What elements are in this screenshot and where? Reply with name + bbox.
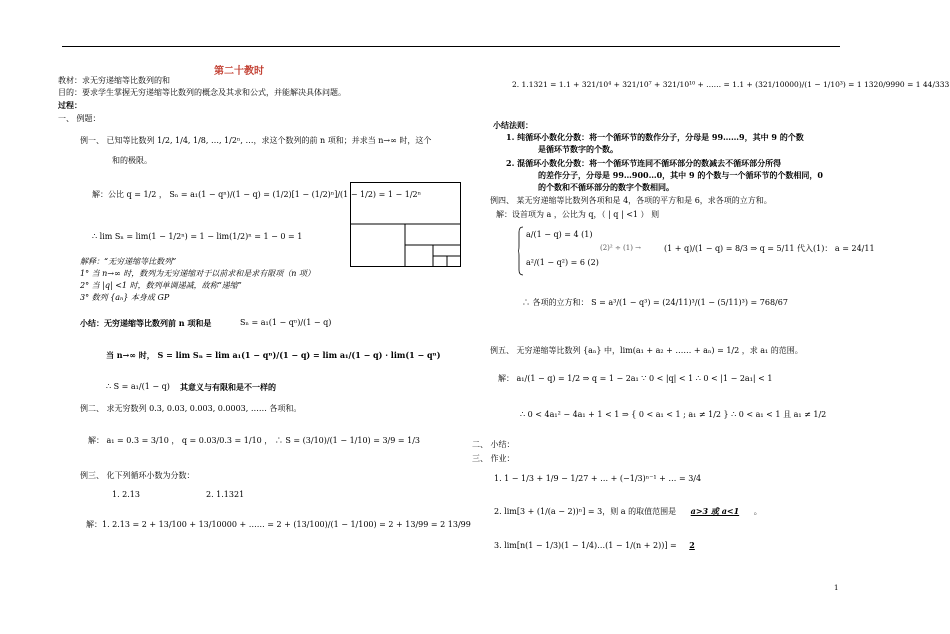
page-number: 1: [834, 584, 839, 592]
example-2-text: 例二、 求无穷数列 0.3, 0.03, 0.003, 0.0003, …… 各项和。: [80, 404, 302, 413]
solution-1: 解：公比 q = 1/2 ， Sₙ = a₁(1 − qⁿ)/(1 − q) = (1/2)[1 − (1/2)ⁿ]/(1 − 1/2) = 1 − 1/2ⁿ: [92, 190, 422, 199]
homework-2-answer: a>3 或 a<1: [690, 506, 740, 516]
material-line: 教材：求无穷递缩等比数列的和: [58, 76, 170, 85]
header-rule: [62, 46, 840, 47]
purpose-line: 目的：要求学生掌握无穷递缩等比数列的概念及其求和公式，并能解决具体问题。: [58, 88, 346, 97]
example-1-text: 例一、 已知等比数列 1/2, 1/4, 1/8, …, 1/2ⁿ, …，求这个数列的前 n 项和；并求当 n→∞ 时，这个: [80, 136, 432, 145]
summary-label: 小结：无穷递缩等比数列前 n 项和是: [80, 318, 212, 328]
system-result: (1 + q)/(1 − q) = 8/3 ⇒ q = 5/11 代入(1)： a = 24/11: [664, 244, 875, 253]
rule-2: 2. 混循环小数化分数：将一个循环节连同不循环部分的数减去不循环部分所得: [506, 158, 782, 168]
homework-3: [494, 540, 705, 551]
example-3-item-1: 1. 2.13: [112, 490, 140, 499]
rule-2-cont-2: 的个数和不循环部分的数字个数相同。: [538, 182, 674, 192]
rule-1: 1. 纯循环小数化分数：将一个循环节的数作分子，分母是 99……9，其中 9 的个数: [506, 132, 804, 142]
homework-3-text: 3. lim[n(1 − 1/3)(1 − 1/4)…(1 − 1/(n + 2))] =: [494, 541, 677, 550]
solution-1-limit: ∴ lim Sₙ = lim(1 − 1/2ⁿ) = 1 − lim(1/2)ⁿ = 1 − 0 = 1: [92, 232, 303, 241]
explain-3: 3° 数列 {aₙ} 本身成 GP: [80, 293, 170, 302]
process-label: 过程：: [58, 100, 82, 110]
example-1-text-cont: 和的极限。: [112, 156, 152, 165]
section-examples: 一、 例题：: [58, 114, 101, 123]
nested-squares-diagram: [350, 182, 462, 268]
explain-1: 1° 当 n→∞ 时，数列为无穷递缩对于以前求和是求有限项（n 项）: [80, 269, 315, 278]
homework-3-answer: 2: [689, 540, 695, 550]
rules-title: 小结法则：: [493, 120, 533, 130]
system-brace: [518, 226, 524, 276]
solution-2: 解： a₁ = 0.3 = 3/10 ， q = 0.03/0.3 = 1/10 ， ∴ S = (3/10)/(1 − 1/10) = 3/9 = 1/3: [88, 436, 420, 445]
meaning-note: 其意义与有限和是不一样的: [180, 382, 276, 392]
example-5-text: 例五、 无穷递缩等比数列 {aₙ} 中，lim(a₁ + a₂ + …… + aₙ) = 1/2 ，求 a₁ 的范围。: [490, 346, 803, 355]
homework-2-end: 。: [753, 507, 762, 516]
solution-3: 解：1. 2.13 = 2 + 13/100 + 13/10000 + …… = 2 + (13/100)/(1 − 1/100) = 2 + 13/99 = 2 13/99: [86, 520, 471, 529]
example-3-text: 例三、 化下列循环小数为分数：: [80, 471, 195, 480]
solution-5-line-2: ∴ 0 < 4a₁² − 4a₁ + 1 < 1 ⇒ { 0 < a₁ < 1 ; a₁ ≠ 1/2 } ∴ 0 < a₁ < 1 且 a₁ ≠ 1/2: [520, 410, 827, 419]
rule-1-cont: 是循环节数字的个数。: [538, 144, 618, 154]
section-homework: 三、 作业：: [472, 454, 515, 463]
solution-4-intro: 解：设首项为 a ，公比为 q，（ | q | <1 ） 则: [496, 210, 660, 219]
system-arrow: (2)² ÷ (1) →: [600, 244, 642, 252]
example-3-solution-2: 2. 1.1321 = 1.1 + 321/10⁴ + 321/10⁷ + 321/10¹⁰ + …… = 1.1 + (321/10000)/(1 − 1/10³) = 1 1320/9990 = 1 44/333: [512, 80, 950, 89]
explain-2: 2° 当 |q| <1 时，数列单调递减，故称“递缩”: [80, 281, 242, 290]
homework-2: [494, 506, 762, 517]
example-4-text: 例四、 某无穷递缩等比数列各项和是 4，各项的平方和是 6，求各项的立方和。: [490, 196, 772, 205]
sum-formula: ∴ S = a₁/(1 − q): [106, 382, 170, 391]
explain-title: 解释：“无穷递缩等比数列”: [80, 257, 177, 266]
homework-2-text: 2. lim[3 + (1/(a − 2))ⁿ] = 3，则 a 的取值范围是: [494, 507, 677, 516]
rule-2-cont-1: 的差作分子，分母是 99…900…0，其中 9 的个数与一个循环节的个数相同，0: [538, 170, 823, 180]
limit-line: 当 n→∞ 时， S = lim Sₙ = lim a₁(1 − qⁿ)/(1 − q) = lim a₁/(1 − q) · lim(1 − qⁿ): [106, 350, 441, 360]
cube-sum: ∴ 各项的立方和： S = a³/(1 − q³) = (24/11)³/(1 − (5/11)³) = 768/67: [522, 298, 788, 307]
system-eq-1: a/(1 − q) = 4 (1): [526, 230, 593, 239]
solution-5-line-1: 解： a₁/(1 − q) = 1/2 ⇒ q = 1 − 2a₁ ∵ 0 < |q| < 1 ∴ 0 < |1 − 2a₁| < 1: [498, 374, 773, 383]
section-summary: 二、 小结：: [472, 440, 515, 449]
page-title: 第二十教时: [214, 66, 264, 77]
example-3-item-2: 2. 1.1321: [206, 490, 245, 499]
summary-formula: Sₙ = a₁(1 − qⁿ)/(1 − q): [240, 318, 332, 327]
system-eq-2: a²/(1 − q²) = 6 (2): [526, 258, 599, 267]
homework-1: 1. 1 − 1/3 + 1/9 − 1/27 + … + (−1/3)ⁿ⁻¹ + … = 3/4: [494, 474, 702, 483]
